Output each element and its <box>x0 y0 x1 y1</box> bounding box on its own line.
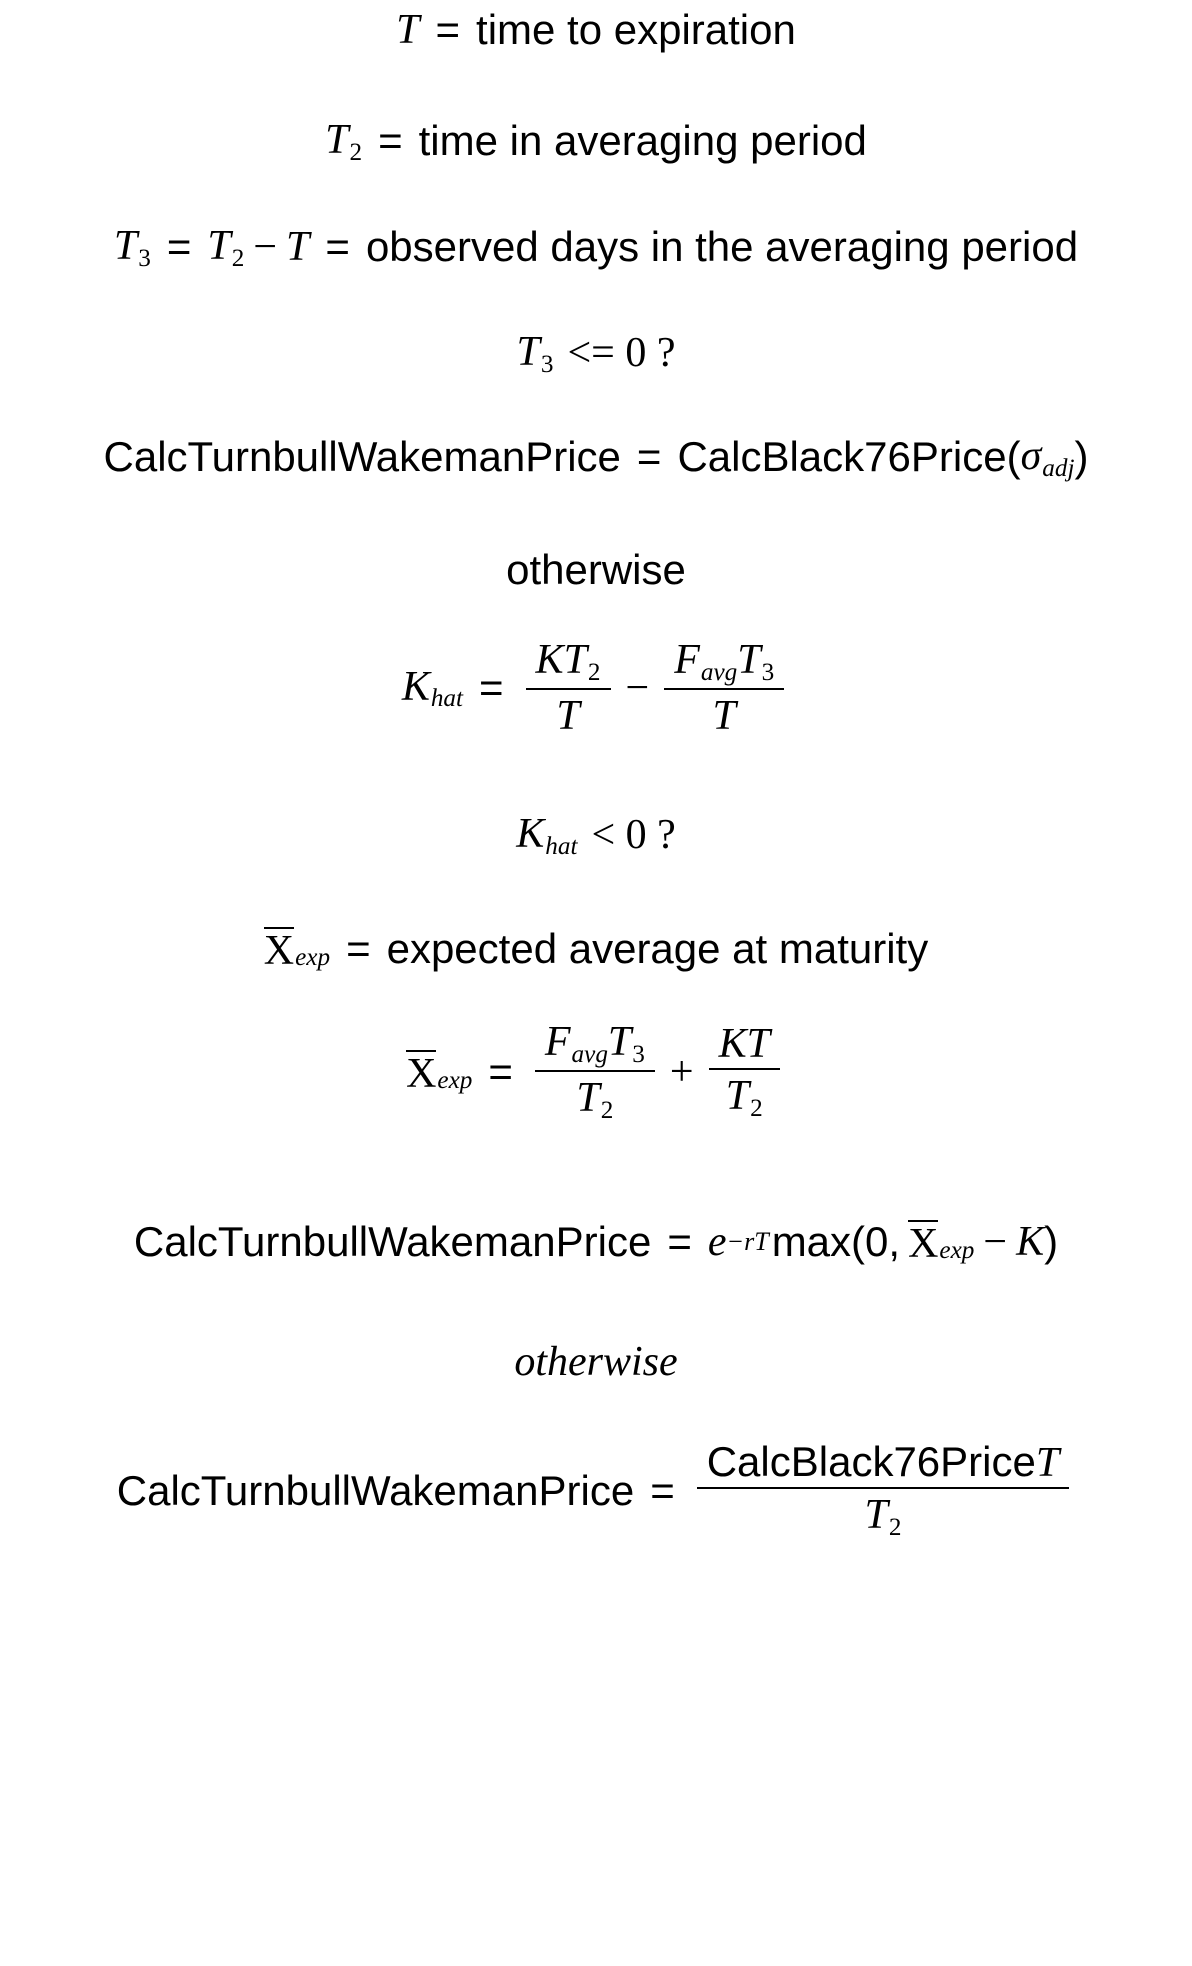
equals-sign: = <box>166 223 192 271</box>
symbol-xexp <box>406 1050 472 1095</box>
fraction-denominator: $T_2$ <box>535 1070 655 1124</box>
equals-sign-2: = <box>325 223 350 271</box>
equals-sign: = <box>479 664 504 712</box>
symbol-T: T <box>286 224 310 271</box>
formula-line-xexp-definition <box>0 925 1192 973</box>
symbol-e: e <box>707 1219 727 1265</box>
subscript-exp: exp <box>295 943 331 971</box>
subscript-2: 2 <box>231 244 245 272</box>
subscript-exp: exp <box>437 1066 473 1094</box>
label-time-in-averaging-period: time in averaging period <box>418 117 867 165</box>
symbol-T: T <box>396 7 420 53</box>
equals-sign: = <box>636 433 662 481</box>
formula-line-condition-khat <box>0 810 1192 861</box>
function-ctwp: CalcTurnbullWakemanPrice <box>133 1218 652 1265</box>
math-expression <box>402 638 790 738</box>
fraction-black76t-over-t2 <box>697 1440 1070 1541</box>
label-expected-average: expected average at maturity <box>386 925 929 972</box>
formula-line-time-in-averaging-period <box>0 116 1192 167</box>
math-expression <box>117 1440 1075 1541</box>
function-ctwp: CalcTurnbullWakemanPrice <box>103 433 621 481</box>
math-expression <box>134 1218 1058 1266</box>
math-expression <box>264 925 928 973</box>
plus-sign: + <box>669 1049 694 1095</box>
label-otherwise: otherwise <box>506 546 686 593</box>
right-paren: ) <box>1044 1218 1059 1265</box>
condition-lt-zero: < 0 ? <box>591 812 676 859</box>
math-expression <box>396 6 796 54</box>
fraction-numerator: $F_{avg}T_3$ <box>544 1019 645 1068</box>
formula-line-xexp-fraction <box>0 1020 1192 1124</box>
value-zero: 0 <box>865 1218 889 1265</box>
fraction-numerator: $F_{avg}T_3$ <box>674 637 775 686</box>
formula-line-otherwise-1 <box>0 546 1192 594</box>
function-black76: CalcBlack76Price <box>677 433 1007 481</box>
formula-line-t3-definition <box>0 222 1192 273</box>
symbol-khat: $K_{hat}$ <box>401 663 464 713</box>
exponent-minus-rt: −rT <box>726 1227 769 1256</box>
label-time-to-expiration: time to expiration <box>476 6 796 53</box>
equals-sign: = <box>378 117 403 165</box>
symbol-khat: $K_{hat}$ <box>516 811 578 860</box>
math-expression <box>104 432 1089 483</box>
fraction-numerator: CalcBlack76PriceT <box>706 1438 1060 1486</box>
overline-x: X <box>263 927 295 974</box>
fraction-kt2-over-t <box>526 638 611 738</box>
formula-line-khat-definition <box>0 638 1192 738</box>
equals-sign: = <box>667 1218 692 1265</box>
overline-x: X <box>406 1050 437 1097</box>
fraction-denominator: $T_2$ <box>697 1487 1070 1541</box>
function-ctwp: CalcTurnbullWakemanPrice <box>116 1466 635 1514</box>
math-expression <box>325 116 867 167</box>
minus-sign: − <box>625 665 650 712</box>
comma: , <box>888 1218 901 1265</box>
math-expression <box>517 328 676 379</box>
left-paren: ( <box>851 1218 866 1265</box>
formula-line-ctwp-final <box>0 1440 1192 1541</box>
function-max: max <box>771 1218 852 1265</box>
fraction-favgt3-over-t2 <box>535 1020 655 1124</box>
fraction-kt-over-t2 <box>709 1022 780 1122</box>
math-expression <box>406 1020 786 1124</box>
symbol-sigma-adj: $\sigma_{adj}$ <box>1020 433 1075 482</box>
overline-x: X <box>908 1220 939 1267</box>
math-expression <box>516 810 676 861</box>
fraction-denominator: $T_2$ <box>709 1068 780 1122</box>
formula-line-otherwise-2 <box>0 1338 1192 1386</box>
subscript-3: 3 <box>138 244 151 272</box>
label-observed-days: observed days in the averaging period <box>365 223 1079 271</box>
fraction-numerator: KT <box>718 1020 770 1067</box>
symbol-xexp <box>908 1220 974 1265</box>
formula-line-time-to-expiration <box>0 6 1192 54</box>
subscript-hat: hat <box>430 685 464 713</box>
symbol-T2: $T_2$ <box>207 223 245 272</box>
left-paren: ( <box>1006 433 1021 481</box>
symbol-T2: $T_2$ <box>325 117 363 166</box>
subscript-exp: exp <box>939 1236 975 1264</box>
math-expression <box>114 222 1078 273</box>
formula-line-condition-t3 <box>0 328 1192 379</box>
equals-sign: = <box>346 925 371 972</box>
subscript-3: 3 <box>540 350 554 378</box>
label-otherwise: otherwise <box>514 1339 678 1385</box>
fraction-denominator: T <box>664 688 784 738</box>
minus-sign: − <box>253 224 278 271</box>
fraction-numerator: $KT_2$ <box>535 637 601 686</box>
condition-le-zero: <= 0 ? <box>567 330 676 377</box>
fraction-favgt3-over-t <box>664 638 784 738</box>
subscript-2: 2 <box>349 138 363 166</box>
symbol-K: K <box>1016 1219 1045 1265</box>
formula-line-ctwp-discounted <box>0 1218 1192 1266</box>
fraction-denominator: T <box>526 688 611 738</box>
symbol-T3: $T_3$ <box>516 329 554 378</box>
equals-sign: = <box>488 1048 513 1095</box>
symbol-T3: $T_3$ <box>113 223 151 272</box>
subscript-hat: hat <box>545 832 578 860</box>
formula-line-ctwp-equals-black76 <box>0 432 1192 483</box>
right-paren: ) <box>1074 433 1089 481</box>
minus-sign: − <box>983 1219 1008 1265</box>
equals-sign: = <box>650 1466 675 1514</box>
symbol-xexp <box>264 927 330 972</box>
subscript-adj: adj <box>1042 454 1075 482</box>
equals-sign: = <box>435 6 461 53</box>
